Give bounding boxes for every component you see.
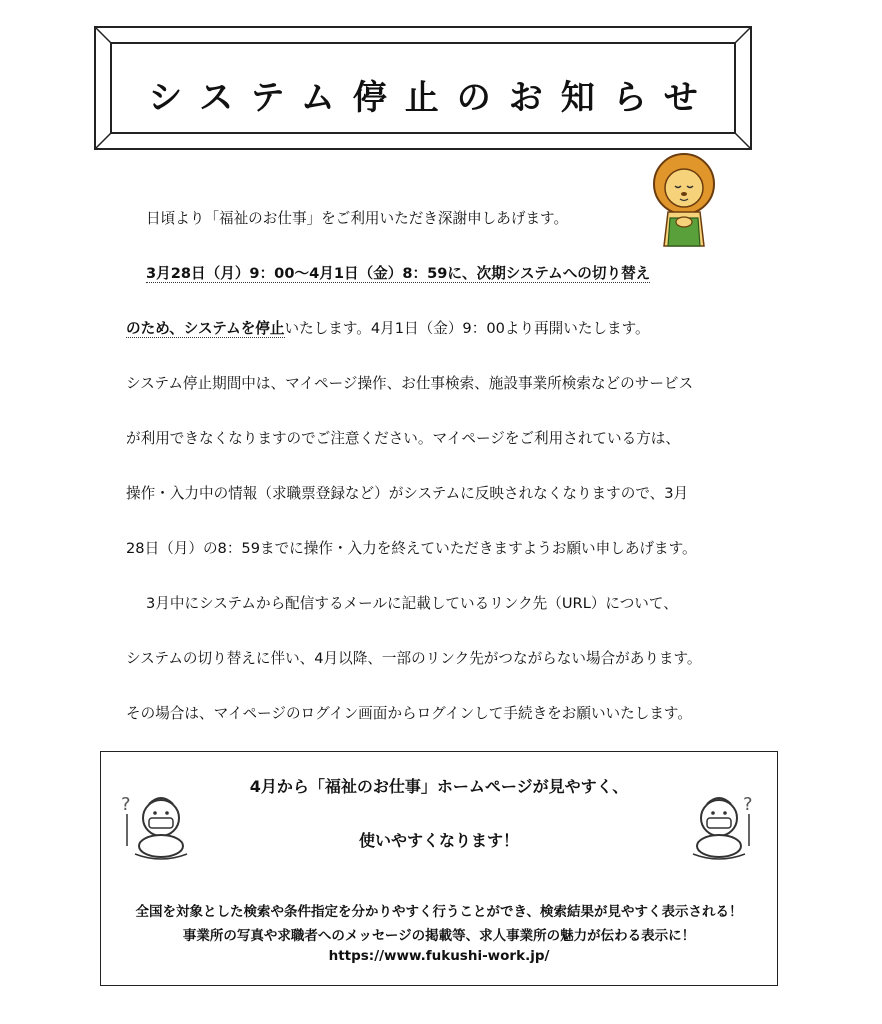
downtime-period-text: 3月28日（月）9：00～4月1日（金）8：59に、次期システムへの切り替え: [146, 265, 651, 282]
system-stop-text: のため、システムを停止: [126, 320, 285, 337]
info-feature-search: 全国を対象とした検索や条件指定を分かりやすく行うことができ、検索結果が見やすく表示される！: [135, 904, 743, 920]
title-frame: [94, 26, 752, 150]
paragraph-greeting: 日頃より「福祉のお仕事」をご利用いただき深謝申しあげます。: [146, 210, 569, 227]
lion-mascot-icon: [646, 150, 722, 250]
masked-mascot-icon: [115, 788, 201, 864]
masked-mascot-icon: [679, 788, 765, 864]
info-feature-display: 事業所の写真や求職者へのメッセージの掲載等、求人事業所の魅力が伝わる表示に！: [182, 928, 696, 944]
paragraph-links-line2: システムの切り替えに伴い、4月以降、一部のリンク先がつながらない場合があります。: [126, 650, 702, 667]
paragraph-services-line4: 28日（月）の8：59までに操作・入力を終えていただきますようお願い申しあげます。: [126, 540, 697, 557]
paragraph-downtime-line1: [126, 262, 650, 283]
resume-text: いたします。4月1日（金）9：00より再開いたします。: [284, 320, 650, 337]
paragraph-services-line1: システム停止期間中は、マイページ操作、お仕事検索、施設事業所検索などのサービス: [126, 375, 694, 392]
svg-text:?: ?: [743, 794, 753, 815]
info-heading-line2: 使いやすくなります！: [358, 831, 519, 850]
paragraph-links-line1: 3月中にシステムから配信するメールに記載しているリンク先（URL）について、: [146, 595, 678, 612]
paragraph-links-line3: その場合は、マイページのログイン画面からログインして手続きをお願いいたします。: [126, 705, 692, 722]
paragraph-services-line2: が利用できなくなりますのでご注意ください。マイページをご利用されている方は、: [126, 430, 680, 447]
info-url-link[interactable]: https://www.fukushi-work.jp/: [328, 948, 550, 964]
paragraph-services-line3: 操作・入力中の情報（求職票登録など）がシステムに反映されなくなりますので、3月: [126, 485, 689, 502]
info-box: [100, 751, 778, 986]
info-heading-line1: 4月から「福祉のお仕事」ホームページが見やすく、: [249, 777, 629, 796]
svg-text:?: ?: [121, 794, 131, 815]
page-title: システム停止のお知らせ: [148, 78, 716, 118]
paragraph-downtime-line2: [126, 317, 650, 338]
